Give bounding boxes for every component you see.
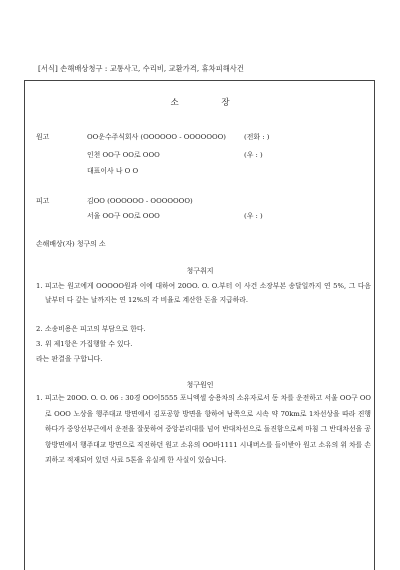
- claim-purpose-heading: 청구취지: [186, 267, 214, 275]
- claim-purpose-item: [36, 280, 371, 307]
- item-text: 위 제1항은 가집행할 수 있다.: [45, 340, 133, 348]
- plaintiff-name: OO운수주식회사 (OOOOOO - OOOOOOO): [87, 133, 226, 141]
- plaintiff-role: 원고: [36, 133, 50, 141]
- defendant-address: 서울 OO구 OO로 OOO: [87, 212, 160, 220]
- form-header: [서식] 손해배상청구 : 교통사고, 수리비, 교환가격, 휴차피해사건: [38, 64, 244, 73]
- item-text: 피고는 원고에게 OOOOO원과 이에 대하여 20OO. O. O.부터 이 사건 소장부본 송달일까지 연 5%, 그 다음날부터 다 갚는 날까지는 연 12%의 각 비율로 계산한 돈을 지급하라.: [45, 282, 371, 304]
- defendant-postal: (우 : ): [244, 212, 263, 220]
- defendant-name: 김OO (OOOOOO - OOOOOOO): [87, 197, 193, 205]
- item-number: 1.: [36, 282, 43, 290]
- item-text: 피고는 20OO. O. O. 06 : 30경 OO이5555 포니엑셀 승용차의 소유자로서 동 차를 운전하고 서울 OO구 OO로 OOO 노상을 행주대교 방면에서 김포공항 방면을 향하여 남쪽으로 시속 약 70km로 1차선상을 따라 진행하다가 중앙선부근에서 운전을 잘못하여 중앙분리대를 넘어 반대차선으로 돌진함으로써 마침 그 반대차선을 공항방면에서 행주대교 방면으로 직진하던 원고 소유의 OO바1111 시내버스를 들이받아 원고 소유의 위 차를 손괴하고 적재되어 있던 사료 5톤을 유실케 한 사실이 있습니다.: [45, 394, 371, 465]
- plaintiff-phone: (전화 : ): [244, 133, 270, 141]
- plaintiff-postal: (우 : ): [244, 151, 263, 159]
- claim-purpose-item: [36, 323, 371, 337]
- claim-purpose-item: [36, 338, 371, 352]
- item-number: 2.: [36, 325, 43, 333]
- plaintiff-representative: 대표이사 나 O O: [87, 167, 139, 175]
- case-name: 손해배상(자) 청구의 소: [36, 240, 106, 248]
- claim-cause-item: [36, 391, 371, 469]
- document-title: 소 장: [170, 98, 230, 108]
- item-number: 1.: [36, 394, 43, 402]
- plaintiff-address: 인천 OO구 OO로 OOO: [87, 151, 160, 159]
- claim-cause-heading: 청구원인: [186, 381, 214, 389]
- claim-purpose-closing: 라는 판결을 구합니다.: [36, 355, 103, 363]
- defendant-role: 피고: [36, 197, 50, 205]
- item-number: 3.: [36, 340, 43, 348]
- item-text: 소송비용은 피고의 부담으로 한다.: [45, 325, 146, 333]
